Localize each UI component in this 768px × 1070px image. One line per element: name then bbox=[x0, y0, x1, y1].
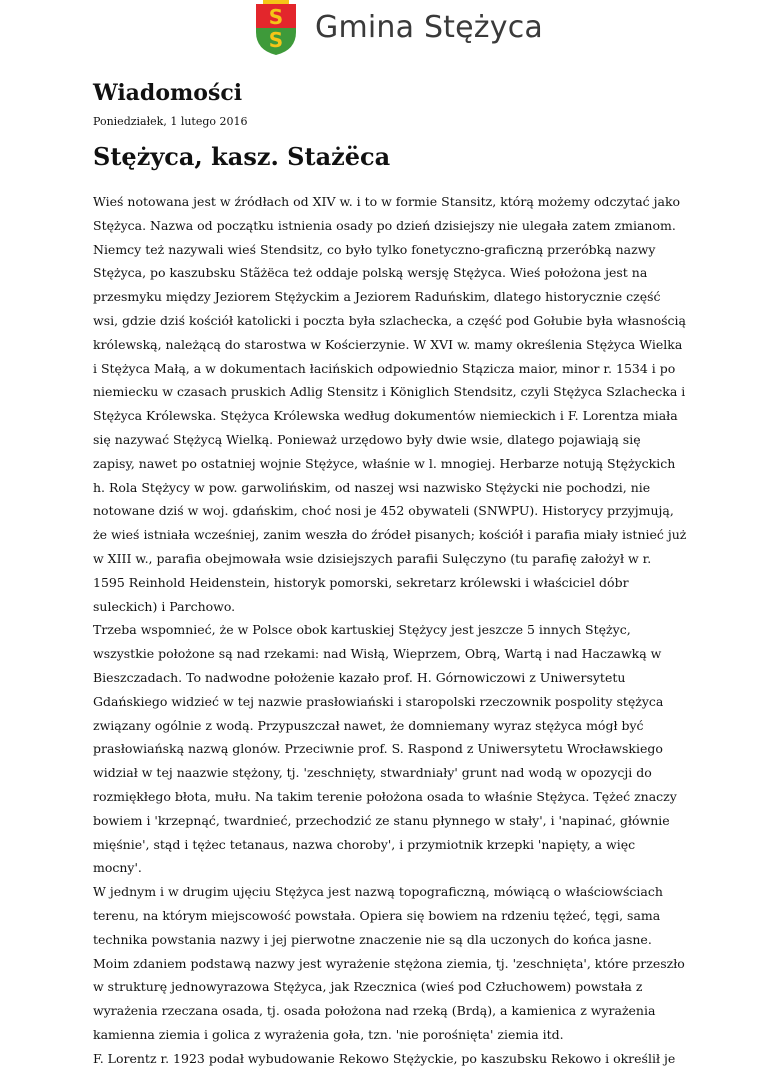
article-text-line: wyrażenia rzeczana osada, tj. osada położona nad rzeką (Brdą), a kamienica z wyrażenia bbox=[93, 1003, 656, 1019]
article-text-line: bowiem i 'krzepnąć, twardnieć, przechodzić ze stanu płynnego w stały', i 'napinać, głównie bbox=[93, 812, 670, 828]
article-text-line: h. Rola Stężycy w pow. garwolińskim, od naszej wsi nazwisko Stężycki nie pochodzi, nie bbox=[93, 479, 651, 495]
article-title: Stężyca, kasz. Stażëca bbox=[93, 142, 391, 171]
article-text-line: że wieś istniała wcześniej, zanim weszła do źródeł pisanych; kościół i parafia miały istnieć już bbox=[93, 527, 687, 543]
article-text-line: w strukturę jednowyrazowa Stężyca, jak Rzecznica (wieś pod Człuchowem) powstała z bbox=[93, 979, 643, 995]
article-date: Poniedziałek, 1 lutego 2016 bbox=[93, 115, 248, 128]
article-text-line: prasłowiańską nazwą glonów. Przeciwnie prof. S. Raspond z Uniwersytetu Wrocławskiego bbox=[93, 741, 663, 757]
article-text-line: mięśnie', stąd i tężec tetanaus, nazwa choroby', i przymiotnik krzepki 'napięty, a więc bbox=[93, 836, 636, 852]
article-text-line: Wieś notowana jest w źródłach od XIV w. i to w formie Stansitz, którą możemy odczytać jako bbox=[93, 194, 681, 209]
article-text-line: niemiecku w czasach pruskich Adlig Stensitz i Königlich Stendsitz, czyli Stężyca Szlachecka i bbox=[93, 384, 686, 400]
article-text-line: Stężyca. Nazwa od początku istnienia osady po dzień dzisiejszy nie ulegała zatem zmianom. bbox=[93, 217, 676, 233]
svg-text:S: S bbox=[268, 5, 284, 29]
article-text-line: widział w tej naazwie stężony, tj. 'zeschnięty, stwardniały' grunt nad wodą w opozycji do bbox=[93, 765, 652, 781]
article-body bbox=[93, 190, 693, 1070]
article-text-line: wsi, gdzie dziś kościół katolicki i poczta była szlachecka, a część pod Gołubie była własnością bbox=[93, 312, 687, 328]
article-text-line: Moim zdaniem podstawą nazwy jest wyrażenie stężona ziemia, tj. 'zeschnięta', które przeszło bbox=[93, 955, 685, 971]
article-text-line: technika powstania nazwy i jej pierwotne znaczenie nie są dla uczonych do końca jasne. bbox=[93, 931, 652, 947]
article-text-line: notowane dziś w woj. gdańskim, choć nosi je 452 obywateli (SNWPU). Historycy przyjmują, bbox=[93, 503, 674, 519]
section-title: Wiadomości bbox=[93, 80, 243, 106]
article-text-line: kamienna ziemia i golica z wyrażenia goła, tzn. 'nie porośnięta' ziemia itd. bbox=[93, 1026, 564, 1042]
article-text-line: królewską, należącą do starostwa w Kościerzynie. W XVI w. mamy określenia Stężyca Wielka bbox=[93, 336, 683, 352]
article-text-line: zapisy, nawet po ostatniej wojnie Stężyce, właśnie w l. mnogiej. Herbarze notują Stężyckich bbox=[93, 455, 676, 471]
site-header bbox=[0, 0, 768, 60]
article-text-line: Gdańskiego widzieć w tej nazwie prasłowiański i staropolski rzeczownik pospolity stężyca bbox=[93, 693, 664, 709]
gmina-coat-of-arms-logo[interactable] bbox=[253, 0, 299, 56]
article-text-line: się nazywać Stężycą Wielką. Ponieważ urzędowo były dwie wsie, dlatego pojawiają się bbox=[93, 431, 641, 447]
article-text-line: i Stężyca Małą, a w dokumentach łacińskich odpowiednio Stązicza maior, minor r. 1534 i po bbox=[93, 360, 676, 376]
article-text-line: Bieszczadach. To nadwodne położenie kazało prof. H. Górnowiczowi z Uniwersytetu bbox=[93, 669, 626, 685]
article-text-line: wszystkie położone są nad rzekami: nad Wisłą, Wieprzem, Obrą, Wartą i nad Haczawką w bbox=[93, 646, 662, 662]
article-text-line: 1595 Reinhold Heidenstein, historyk pomorski, sekretarz królewski i właściciel dóbr bbox=[93, 574, 629, 590]
article-text-line: w XIII w., parafia obejmowała wsie dzisiejszych parafii Sulęczyno (tu parafię założył w r. bbox=[93, 550, 652, 566]
article-text-line: F. Lorentz r. 1923 podał wybudowanie Rekowo Stężyckie, po kaszubsku Rekowo i określił je bbox=[93, 1050, 676, 1066]
article-text-line: suleckich) i Parchowo. bbox=[93, 598, 236, 614]
article-text-line: Niemcy też nazywali wieś Stendsitz, co było tylko fonetyczno-graficzną przeróbką nazwy bbox=[93, 241, 656, 257]
article-text-line: terenu, na którym miejscowość powstała. Opiera się bowiem na rdzeniu tężeć, tęgi, sama bbox=[93, 907, 661, 923]
site-name[interactable]: Gmina Stężyca bbox=[315, 10, 543, 45]
article-text-line: rozmiękłego błota, mułu. Na takim terenie położona osada to właśnie Stężyca. Tężeć znaczy bbox=[93, 788, 677, 804]
article-text-line: Stężyca Królewska. Stężyca Królewska według dokumentów niemieckich i F. Lorentza miała bbox=[93, 408, 678, 424]
article-text-line: związany ogólnie z wodą. Przypuszczał nawet, że domniemany wyraz stężyca mógł być bbox=[93, 717, 644, 733]
article-text-line: mocny'. bbox=[93, 860, 142, 876]
svg-text:S: S bbox=[268, 28, 284, 52]
article-text-line: Stężyca, po kaszubsku Stãżëca też oddaje polską wersję Stężyca. Wieś położona jest na bbox=[93, 265, 648, 281]
article-text-line: Trzeba wspomnieć, że w Polsce obok kartuskiej Stężycy jest jeszcze 5 innych Stężyc, bbox=[93, 622, 631, 638]
article-text-line: W jednym i w drugim ujęciu Stężyca jest nazwą topograficzną, mówiącą o właściowściach bbox=[93, 884, 663, 900]
article-text-line: przesmyku między Jeziorem Stężyckim a Jeziorem Raduńskim, dlatego historycznie część bbox=[93, 289, 661, 305]
